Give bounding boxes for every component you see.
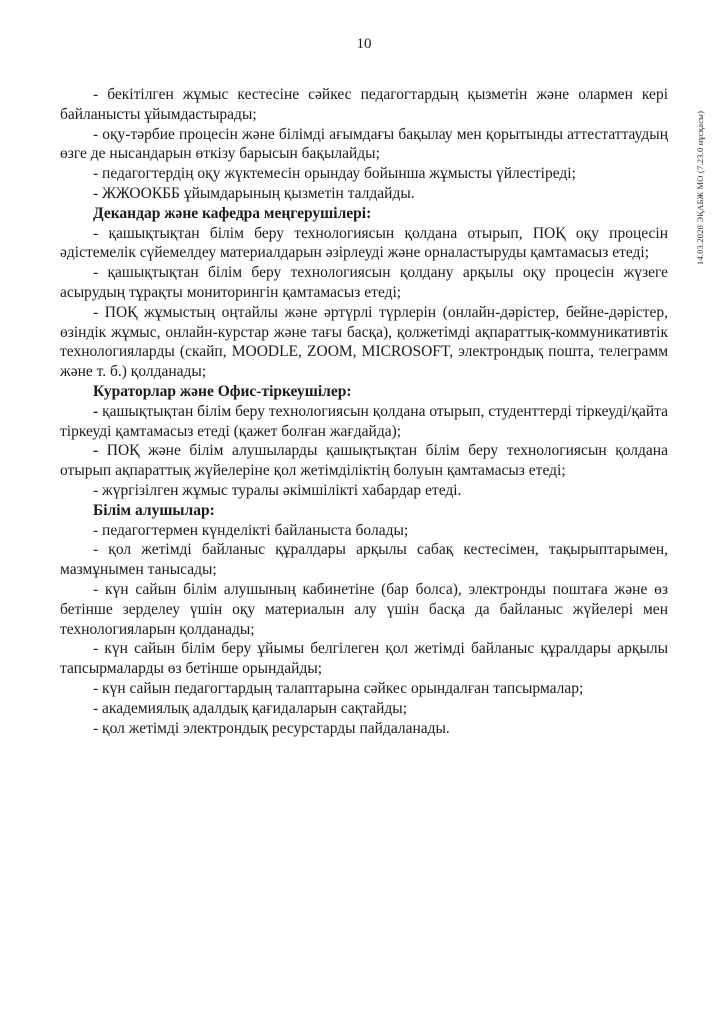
paragraph: - күн сайын педагогтардың талаптарына сәйкес орындалған тапсырмалар; — [93, 679, 584, 697]
page-number: 10 — [356, 36, 372, 52]
paragraph — [60, 402, 668, 442]
paragraph: - қашықтықтан білім беру технологиясын қолдану арқылы оқу процесін жүзеге асырудың тұрақты мониторингін қамтамасыз етеді; — [60, 264, 668, 301]
paragraph-text: ПОҚ және білім алушыларды қашықтықтан білім беру технологиясын қолдана отырып ақпараттық жүйелеріне қол жетімділіктің болуын қамтамасыз етеді; — [60, 442, 668, 480]
paragraph: - академиялық адалдық қағидаларын сақтайды; — [93, 699, 408, 717]
bold-dash: - — [93, 442, 99, 460]
document-body — [60, 85, 668, 738]
paragraph: - күн сайын білім алушының кабинетіне (бар болса), электронды поштаға және өз бетінше зерделеу үшін оқу материалын алу үшін басқа да байланыс жүйелері мен технологияларын қолданады; — [60, 580, 668, 638]
paragraph-text: қашықтықтан білім беру технологиясын қолдана отырып, студенттерді тіркеуді/қайта тіркеуді қамтамасыз етеді (қажет болған жағдайда); — [60, 402, 668, 440]
paragraph: - күн сайын білім беру ұйымы белгілеген қол жетімді байланыс құралдары арқылы тапсырмаларды өз бетінше орындайды; — [60, 640, 668, 678]
paragraph: - бекітілген жұмыс кестесіне сәйкес педагогтардың қызметін және олармен кері байланысты ұйымдастырады; — [60, 86, 668, 123]
paragraph: - педагогтермен күнделікті байланыста болады; — [93, 521, 409, 539]
side-note-version-stamp: 14.03.2020 ЭҚАБЖ МО (7.23.0 нұсқасы) — [695, 110, 705, 266]
paragraph: - қол жетімді электрондық ресурстарды пайдаланады. — [93, 719, 450, 737]
paragraph: - қашықтықтан білім беру технологиясын қолдана отырып, ПОҚ оқу процесін әдістемелік сүйемелдеу материалдарын әзірлеуді және орналастыруды қамтамасыз етеді; — [60, 224, 668, 262]
paragraph: - қол жетімді байланыс құралдары арқылы сабақ кестесімен, тақырыптарымен, мазмұнымен танысады; — [60, 541, 668, 579]
paragraph — [60, 441, 668, 481]
paragraph: - ЖЖООКББ ұйымдарының қызметін талдайды. — [93, 184, 415, 202]
section-heading-curators: Кураторлар және Офис-тіркеушілер: — [93, 382, 352, 400]
paragraph: - педагогтердің оқу жүктемесін орындау бойынша жұмысты үйлестіреді; — [93, 165, 576, 183]
paragraph: - ПОҚ жұмыстың оңтайлы және әртүрлі түрлерін (онлайн-дәрістер, бейне-дәрістер, өзіндік жұмыс, онлайн-курстар және тағы басқа), қолжетімді ақпараттық-коммуникативтік технологияларды (скайп, MOODLE, ZOOM, MICROSOFT, электрондық пошта, телеграмм және т. б.) қолданады; — [60, 303, 668, 381]
paragraph: - жүргізілген жұмыс туралы әкімшілікті хабардар етеді. — [93, 481, 462, 499]
section-heading-students: Білім алушылар: — [93, 501, 215, 519]
section-heading-deans: Декандар және кафедра меңгерушілері: — [93, 204, 372, 222]
paragraph: - оқу-тәрбие процесін және білімді ағымдағы бақылау мен қорытынды аттестаттаудың өзге де нысандарын өткізу барысын бақылайды; — [60, 125, 668, 163]
bold-dash: - — [93, 402, 99, 420]
